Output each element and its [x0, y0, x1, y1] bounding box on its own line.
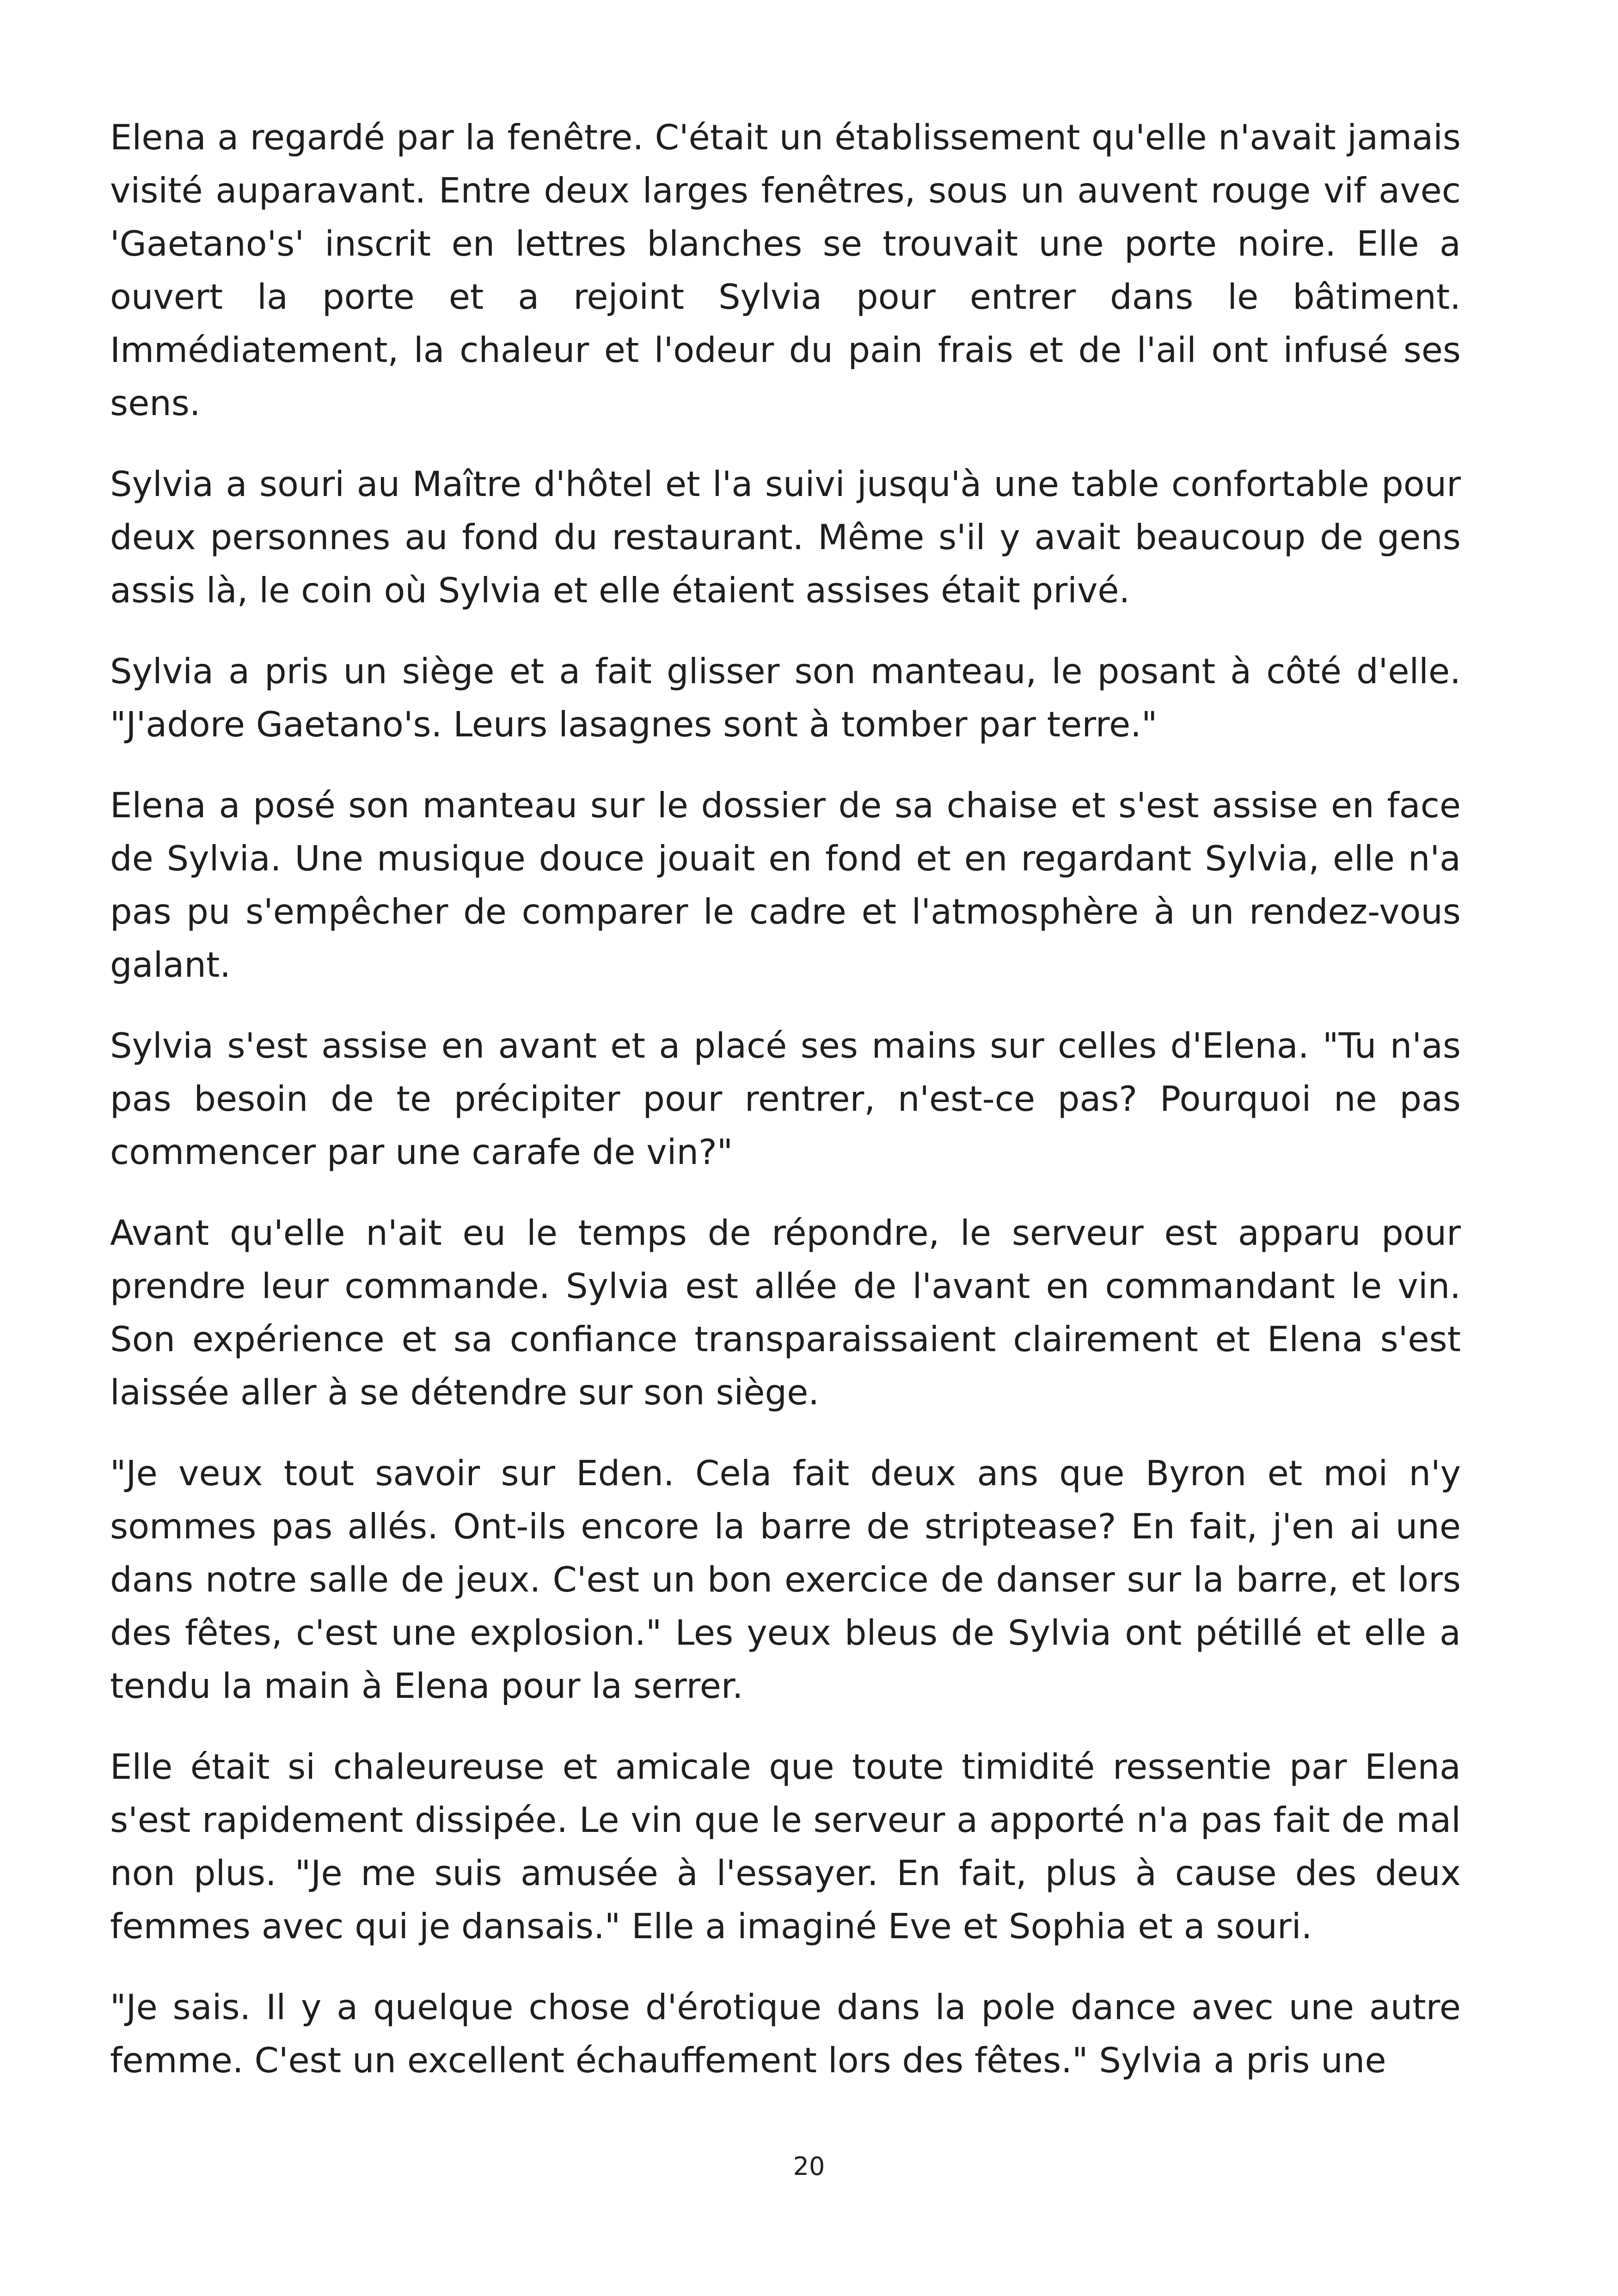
page-number: 20 [793, 2152, 825, 2181]
paragraph-7: "Je veux tout savoir sur Eden. Cela fait deux ans que Byron et moi n'y sommes pas allés. Ont-ils encore la barre de striptease? En fait, j'en ai une dans notre salle de jeux. C'est un bon exercice de danser sur la barre, et lors des fêtes, c'est une explosion." Les yeux bleus de Sylvia ont pétillé et elle a tendu la main à Elena pour la serrer. [110, 1453, 1461, 1706]
paragraph-3: Sylvia a pris un siège et a fait glisser son manteau, le posant à côté d'elle. "J'adore Gaetano's. Leurs lasagnes sont à tomber par terre." [110, 651, 1461, 745]
text-body [110, 111, 1461, 2115]
paragraph-2: Sylvia a souri au Maître d'hôtel et l'a suivi jusqu'à une table confortable pour deux personnes au fond du restaurant. Même s'il y avait beaucoup de gens assis là, le coin où Sylvia et elle étaient assises était privé. [110, 464, 1461, 611]
paragraph-6: Avant qu'elle n'ait eu le temps de répondre, le serveur est apparu pour prendre leur commande. Sylvia est allée de l'avant en commandant le vin. Son expérience et sa confiance transparaissaient clairement et Elena s'est laissée aller à se détendre sur son siège. [110, 1212, 1461, 1413]
paragraph-4: Elena a posé son manteau sur le dossier de sa chaise et s'est assise en face de Sylvia. Une musique douce jouait en fond et en regardant Sylvia, elle n'a pas pu s'empêcher de comparer le cadre et l'atmosphère à un rendez-vous galant. [110, 785, 1461, 985]
paragraph-9: "Je sais. Il y a quelque chose d'érotique dans la pole dance avec une autre femme. C'est un excellent échauffement lors des fêtes." Sylvia a pris une [110, 1987, 1461, 2081]
paragraph-5: Sylvia s'est assise en avant et a placé ses mains sur celles d'Elena. "Tu n'as pas besoin de te précipiter pour rentrer, n'est-ce pas? Pourquoi ne pas commencer par une carafe de vin?" [110, 1025, 1461, 1172]
paragraph-1: Elena a regardé par la fenêtre. C'était un établissement qu'elle n'avait jamais visité auparavant. Entre deux larges fenêtres, sous un auvent rouge vif avec 'Gaetano's' inscrit en lettres blanches se trouvait une porte noire. Elle a ouvert la porte et a rejoint Sylvia pour entrer dans le bâtiment. Immédiatement, la chaleur et l'odeur du pain frais et de l'ail ont infusé ses sens. [110, 117, 1461, 423]
paragraph-8: Elle était si chaleureuse et amicale que toute timidité ressentie par Elena s'est rapidement dissipée. Le vin que le serveur a apporté n'a pas fait de mal non plus. "Je me suis amusée à l'essayer. En fait, plus à cause des deux femmes avec qui je dansais." Elle a imaginé Eve et Sophia et a souri. [110, 1746, 1461, 1947]
